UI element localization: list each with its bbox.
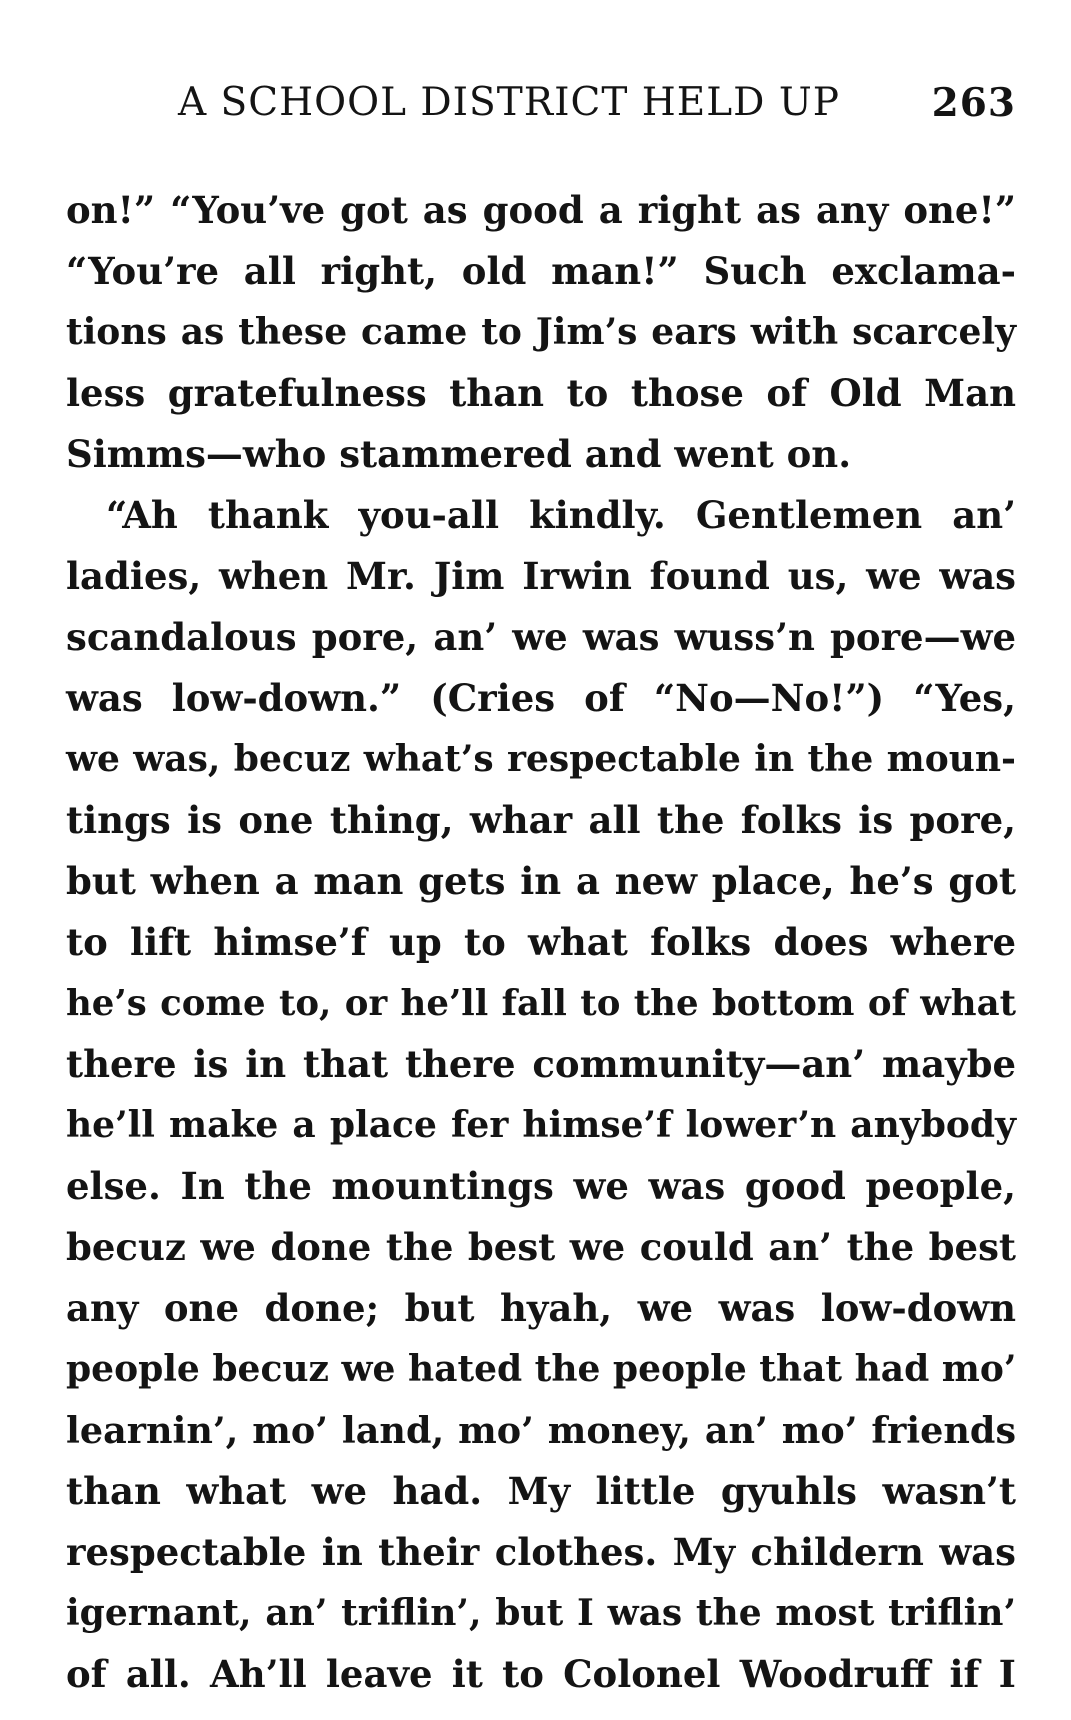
text-line: respectable in their clothes. My childern was <box>66 1530 1016 1574</box>
text-line: Simms—who stammered and went on. <box>66 432 852 476</box>
text-line: else. In the mountings we was good people, <box>66 1164 1016 1208</box>
text-line: becuz we done the best we could an’ the best <box>66 1225 1016 1269</box>
text-line: ladies, when Mr. Jim Irwin found us, we was <box>66 554 1016 598</box>
text-line: he’s come to, or he’ll fall to the bottom of what <box>66 983 1016 1024</box>
text-line: “You’re all right, old man!” Such exclama- <box>66 249 1016 293</box>
running-head <box>178 78 1016 128</box>
text-line: learnin’, mo’ land, mo’ money, an’ mo’ friends <box>66 1409 1016 1452</box>
text-line: igernant, an’ triflin’, but I was the most triflin’ <box>66 1592 1016 1634</box>
text-line: on!” “You’ve got as good a right as any one!” <box>66 188 1016 232</box>
text-line: was low-down.” (Cries of “No—No!”) “Yes, <box>66 676 1016 720</box>
text-line: there is in that there community—an’ maybe <box>66 1042 1016 1086</box>
text-line: tings is one thing, whar all the folks is pore, <box>66 798 1016 842</box>
text-line: to lift himse’f up to what folks does where <box>66 920 1016 964</box>
text-line: scandalous pore, an’ we was wuss’n pore—we <box>66 615 1016 659</box>
page-number: 263 <box>931 80 1016 126</box>
text-line: we was, becuz what’s respectable in the moun- <box>66 738 1016 780</box>
text-line: any one done; but hyah, we was low-down <box>66 1286 1016 1330</box>
text-line: but when a man gets in a new place, he’s got <box>66 859 1016 903</box>
text-line: of all. Ah’ll leave it to Colonel Woodruff if I <box>66 1652 1016 1696</box>
text-line: people becuz we hated the people that had mo’ <box>66 1348 1017 1390</box>
body-text <box>66 180 1016 1705</box>
chapter-title: A SCHOOL DISTRICT HELD UP <box>178 80 840 125</box>
paragraph-start-line: “Ah thank you-all kindly. Gentlemen an’ <box>106 493 1016 537</box>
text-line: less gratefulness than to those of Old Man <box>66 371 1016 415</box>
text-line: he’ll make a place fer himse’f lower’n anybody <box>66 1104 1016 1146</box>
text-line: tions as these came to Jim’s ears with scarcely <box>66 311 1016 353</box>
text-line: than what we had. My little gyuhls wasn’t <box>66 1469 1016 1513</box>
